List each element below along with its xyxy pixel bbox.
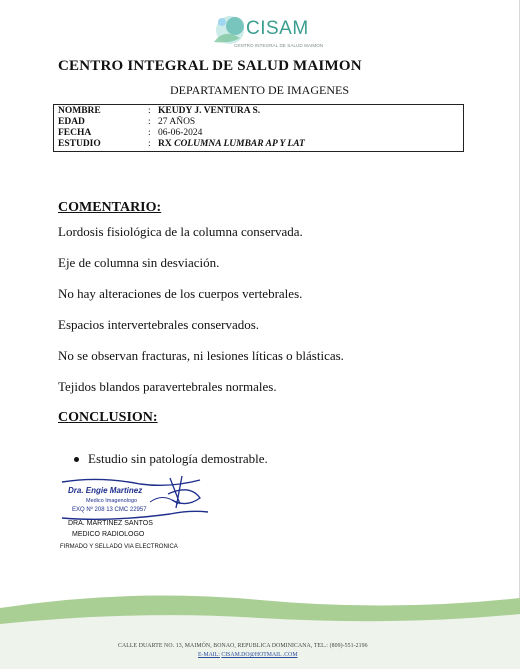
comentario-line: Lordosis fisiológica de la columna conservada.: [58, 224, 303, 239]
stamp-registration: EXQ Nº 208 13 CMC 22957: [72, 507, 147, 513]
row-label: ESTUDIO: [58, 139, 101, 149]
logo-name: CISAM: [246, 18, 309, 39]
page-title: CENTRO INTEGRAL DE SALUD MAIMON: [58, 58, 362, 74]
signer-name: DRA. MARTINEZ SANTOS: [68, 520, 153, 527]
patient-row-fecha: [58, 128, 463, 139]
row-label: FECHA: [58, 128, 92, 138]
signer-role: MEDICO RADIOLOGO: [72, 531, 145, 538]
comentario-line: Tejidos blandos paravertebrales normales.: [58, 379, 277, 394]
conclusion-item: [74, 451, 268, 467]
stamp-doctor-title: Medico Imagenologo: [86, 498, 138, 504]
row-colon: :: [148, 139, 151, 149]
doctor-stamp: [60, 474, 210, 524]
cisam-logo: [200, 8, 330, 54]
department-title: DEPARTAMENTO DE IMAGENES: [170, 83, 349, 97]
logo-subtitle: CENTRO INTEGRAL DE SALUD MAIMON: [234, 43, 324, 48]
signature-note: FIRMADO Y SELLADO VIA ELECTRONICA: [60, 544, 178, 550]
row-value: 27 AÑOS: [158, 117, 196, 127]
row-label: EDAD: [58, 117, 85, 127]
row-value: KEUDY J. VENTURA S.: [158, 106, 261, 116]
comentario-line: No hay alteraciones de los cuerpos vertebrales.: [58, 286, 303, 301]
row-colon: :: [148, 117, 151, 127]
comentario-line: Espacios intervertebrales conservados.: [58, 317, 260, 332]
study-prefix: RX: [158, 139, 172, 149]
row-label: NOMBRE: [58, 106, 101, 116]
patient-row-nombre: [58, 106, 463, 117]
footer-email: [198, 652, 298, 658]
bullet-icon: [74, 457, 79, 462]
email-link[interactable]: CISAM.DO@HOTMAIL .COM: [221, 652, 298, 658]
patient-info-box: [53, 104, 464, 152]
comentario-heading: COMENTARIO:: [58, 200, 162, 215]
email-prefix: E-MAIL:: [198, 652, 220, 658]
row-colon: :: [148, 106, 151, 116]
comentario-line: Eje de columna sin desviación.: [58, 255, 220, 270]
footer-address: CALLE DUARTE NO. 13, MAIMÓN, BONAO, REPUBLICA DOMINICANA, TEL.: (809)-551-2196: [118, 643, 368, 649]
patient-row-estudio: [58, 139, 463, 150]
study-name: COLUMNA LUMBAR AP Y LAT: [174, 139, 305, 149]
row-value: [158, 139, 305, 150]
conclusion-text: Estudio sin patología demostrable.: [88, 451, 268, 466]
row-value: 06-06-2024: [158, 128, 203, 138]
row-colon: :: [148, 128, 151, 138]
stamp-doctor-name: Dra. Engie Martinez: [68, 486, 143, 495]
comentario-line: No se observan fracturas, ni lesiones líticas o blásticas.: [58, 348, 344, 363]
conclusion-heading: CONCLUSION:: [58, 410, 158, 425]
patient-row-edad: [58, 117, 463, 128]
